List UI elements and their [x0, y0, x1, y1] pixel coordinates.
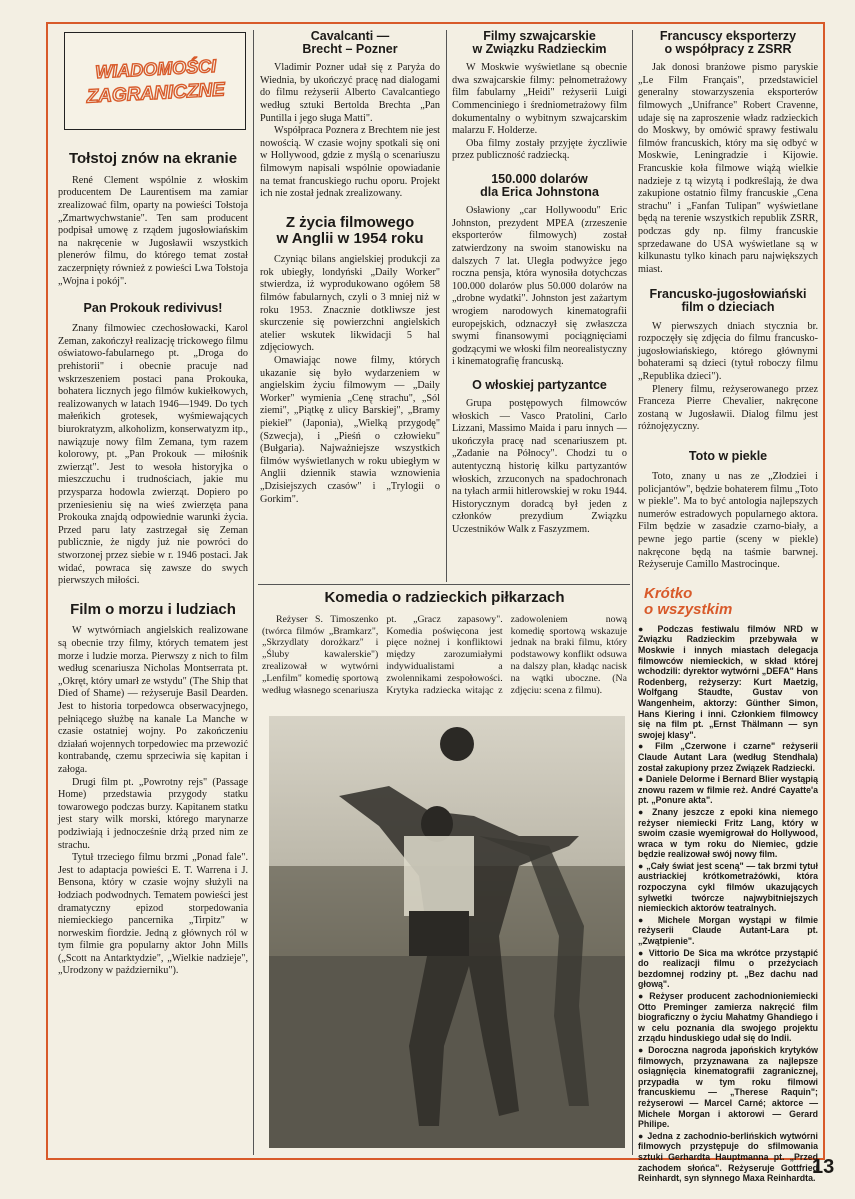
news-briefs-list: [638, 624, 818, 1184]
article-text: Czyniąc bilans angielskiej produkcji za rok ubiegły, londyński „Daily Worker" stwierdza, iż wyprodukowano ogółem 58 filmów fabularnych, czyli o 3 mniej niż w roku 1953. Znacznie dotkliwsze jest skurczenie się powierzchni angielskich atelier wskutek likwidacji 5 hal zdjęciowych.: [260, 254, 440, 354]
article-text: Grupa postępowych filmowców włoskich — Vasco Pratolini, Carlo Lizzani, Massimo Maida i paru innych — ukończyła pracę nad scenariuszem pt. „Zadanie na Północy". Chodzi tu o autentyczną historię kilku partyzantów włoskich, zrzuconych na spadochronach na tyłach armii hitlerowskiej w roku 1944. Historycznym doradcą był jeden z członków prezydium Związku Uczestników Walk z Faszyzmem.: [452, 398, 627, 536]
section-rule: [258, 584, 630, 585]
headline: Francuscy eksporterzy: [659, 29, 797, 43]
column-rule: [446, 30, 447, 582]
headline: w Anglii w 1954 roku: [276, 229, 424, 247]
news-brief-item: ● Vittorio De Sica ma wkrótce przystąpić do realizacji filmu o przeżyciach bezdomnej rodziny pt. „Bez dachu nad głową".: [638, 947, 818, 990]
headline: Filmy szwajcarskie: [483, 29, 596, 43]
headline: Tołstoj znów na ekranie: [68, 150, 238, 167]
news-brief-item: ● Jedna z zachodnio-berlińskich wytwórni filmowych przystępuje do sfilmowania sztuki Gerhardta Hauptmanna pt. „Przed zachodem słońca". Reżyseruje Gottfried Reinhardt, syn słynnego Maxa Reinhardta.: [638, 1130, 818, 1184]
article-text: W pierwszych dniach stycznia br. rozpoczęły się zdjęcia do filmu francusko-jugosłowiańskiego, którego głównymi bohaterami są dzieci (tytuł roboczy filmu „Republika dzieci").: [638, 320, 818, 382]
column-rule: [253, 30, 254, 1155]
news-brief-item: ● Film „Czerwone i czarne" reżyserii Claude Autant Lara (według Stendhala) został zakupiony przez Związek Radziecki.: [638, 741, 818, 773]
page-number: 13: [812, 1156, 835, 1178]
headline: O włoskiej partyzantce: [472, 377, 607, 392]
news-brief-item: ● Znany jeszcze z epoki kina niemego reżyser niemiecki Fritz Lang, który w swoim czasie wyemigrował do Hollywood, wraca w tym roku do Niemiec, gdzie będzie realizował swój nowy film.: [638, 806, 818, 860]
news-brief-item: ● „Cały świat jest sceną" — tak brzmi tytuł austriackiej krótkometrażówki, która rozpoczyna cykl filmów ukazujących sylwetki twórcze najwybitniejszych niemieckich aktorów teatralnych.: [638, 860, 818, 914]
headline: Film o morzu i ludziach: [70, 600, 236, 618]
ball-icon: [440, 727, 474, 761]
headline: w Związku Radzieckim: [472, 42, 607, 57]
article-text: Tytuł trzeciego filmu brzmi „Ponad fale". Jest to adaptacja powieści E. T. Warrena i J. Bensona, który w czasie wojny służyli na łodziach podwodnych. Tematem powieści jest dramatyczny epizod storpedowania niemieckiego pancernika „Tirpitz" w norweskim fiordzie. Jedną z głównych ról w tym filmie gra popularny aktor John Mills („Scott na Antarktydzie", „Wielkie nadzieje", „Urodzony w październiku").: [58, 852, 248, 977]
column-2: [260, 30, 440, 580]
film-still-photo: [269, 716, 625, 1148]
article-text: Osławiony „car Hollywoodu" Eric Johnston, prezydent MPEA (zrzeszenie eksporterów filmowych) został zatwierdzony na swoim stanowisku na dalszych 7 lat. Uległa podwyżce jego roczna pensja, która wynosiła dotychczas 100.000 dolarów plus 50.000 dolarów na „drobne wydatki". Johnston jest zażartym wrogiem narodowych kinematografii europejskich, odznaczył się zwłaszcza swymi finansowymi pociągnięciami godzącymi we włoski film neorealistyczny i kinematografię francuską.: [452, 205, 627, 368]
article-text: Znany filmowiec czechosłowacki, Karol Zeman, zakończył realizację trickowego filmu oświatowo-fabularnego pt. „Droga do prehistorii" i obecnie pracuje nad wskrzeszeniem postaci pana Prokouka, bohatera licznych jego filmów kukiełkowych, realizowanych w latach 1946—1949. Do tych małeńkich grotesek, wyśmiewających biurokratyzm, alkoholizm, konserwatyzm itp., nawiązuje nowy film Zemana, tym razem kolorowy, pt. „Pan Prokouk — miłośnik zwierząt". Jest to wesoła historyjka o mieszczuchu i trudnościach, jakie mu przysparza hodowla zwierząt. Dopiero po przeniesieniu się na wieś zwierzęta pana Prokouka znajdą odpowiednie warunki życia. Przed paru laty zastrzegał się Zeman publicznie, że nigdy już nie powróci do stworzonej przez siebie w r. 1946 postaci. Jak widać, powraca się zawsze do swych pierwszych miłości.: [58, 323, 248, 587]
section-logo: [64, 32, 246, 130]
article-text: Omawiając nowe filmy, których ukazanie się było wydarzeniem w angielskim życiu filmowym — „Daily Worker" wymienia „Cenę strachu", „Sól ziemi", „Piątkę z ulicy Barskiej", „Bramy piekieł" (Japonia), „Wielką przygodę" (Szwecja), i „Pieśń o człowieku" (Bułgaria). Najważniejsze wszystkich filmów wyświetlanych w roku ubiegłym w Anglii dziennik stawia wznowienia „Dzisiejszych czasów" i „Trylogii o Gorkim".: [260, 355, 440, 505]
logo-line2: ZAGRANICZNE: [86, 79, 226, 108]
column-1: [58, 145, 248, 1155]
article-text: W Moskwie wyświetlane są obecnie dwa szwajcarskie filmy: pełnometrażowy film fabularny „Heidi" reżyserii Luigi Commenciniego i średniometrażowy film dokumentalny o wybitnym szwajcarskim malarzu F. Holderze.: [452, 62, 627, 137]
headline: Toto w piekle: [688, 448, 768, 463]
headline: Z życia filmowego: [285, 213, 415, 231]
headline: Brecht – Pozner: [302, 42, 398, 57]
headline: Cavalcanti —: [310, 29, 390, 43]
section-title: o wszystkim: [644, 600, 733, 618]
column-3: [452, 30, 627, 580]
column-4: [638, 29, 818, 1184]
article-text: Drugi film pt. „Powrotny rejs" (Passage Home) przedstawia przygody statku towarowego podczas burzy. Kapitanem statku jest stary wilk morski, którego marynarze podziwiają i jednocześnie drżą przed nim ze strachu.: [58, 776, 248, 851]
headline: dla Erica Johnstona: [480, 185, 599, 200]
feature-article: [262, 590, 627, 714]
headline: film o dzieciach: [681, 300, 775, 315]
headline: Francusko-jugosłowiański: [649, 287, 807, 302]
news-brief-item: ● Podczas festiwalu filmów NRD w Związku Radzieckim przebywała w Moskwie i innych miastach delegacja filmowców niemieckich, w skład której wchodzili: dyrektor wytwórni „DEFA" Hans Rodenberg, reżyserzy: Kurt Maetzig, Wolfgang Staudte, Gustav von Wangenheim, aktorzy: Günther Simon, Hans Kiering i inni. Członkiem filmowcy się na film pt. „Ernst Thälmann — syn swojej klasy".: [638, 623, 818, 740]
krotko-heading: [644, 586, 818, 618]
article-text: Toto, znany u nas ze „Złodziei i policjantów", będzie bohaterem filmu „Toto w piekle". Ma to być antologia najlepszych numerów estradowych popularnego aktora. Film będzie w zasadzie czarno-biały, a pewne jego partie (sceny w piekle) nakręcone będą na taśmie barwnej. Reżyseruje Camillo Mastrocinque.: [638, 471, 818, 571]
article-text: Współpraca Poznera z Brechtem nie jest nowością. W czasie wojny spotkali się oni w Hollywood, gdzie z myślą o scenariuszu filmowym napisali wspólnie opowiadanie na temat francuskiego ruchu oporu. Projekt ich nie został jednak zrealizowany.: [260, 125, 440, 200]
headline: 150.000 dolarów: [491, 172, 588, 186]
headline: o współpracy z ZSRR: [664, 42, 792, 57]
article-text: Reżyser S. Timoszenko (twórca filmów „Bramkarz", „Skrzydlaty dorożkarz" i „Śluby kawalerskie") zrealizował w wytwórni „Lenfilm" komedię sportową według własnego scenariusza pt. „Gracz zapasowy". Komedia poświęcona jest pięce nożnej i konfliktowi między zarozumiałymi indywidualistami a zwolennikami zespołowości. Krytyka radziecka witając z zadowoleniem nową komedię sportową wskazuje jednak na braki filmu, który podstawowy konflikt odsuwa na dalszy plan, kładąc nacisk na wątki uboczne. (Na zdjęciu: scena z filmu).: [262, 613, 627, 696]
article-text: Plenery filmu, reżyserowanego przez Franceza Pierre Chevalier, nakręcone zostaną w Jugosławii. Dialog filmu jest różnojęzyczny.: [638, 383, 818, 433]
column-rule: [632, 30, 633, 1155]
article-text: Vladimir Pozner udał się z Paryża do Wiednia, by ukończyć pracę nad dialogami do filmu reżyserii Alberto Cavalcantiego według sztuki Bertolda Brechta „Pan Puntilla i jego sługa Matti".: [260, 62, 440, 124]
news-brief-item: ● Daniele Delorme i Bernard Blier wystąpią znowu razem w filmie reż. André Cayatte'a pt. „Ponure akta".: [638, 774, 818, 806]
news-brief-item: ● Michele Morgan wystąpi w filmie reżyserii Claude Autant-Lara pt. „Zwątpienie".: [638, 914, 818, 947]
headline: Pan Prokouk redivivus!: [83, 301, 223, 316]
section-title: Krótko: [644, 584, 693, 602]
headline: Komedia o radzieckich piłkarzach: [324, 589, 565, 606]
news-brief-item: ● Doroczna nagroda japońskich krytyków filmowych, przyznawana za najlepsze osiągnięcia kinematografii zagranicznej, przypadła w tym roku filmowi francuskiemu — „Therese Raquin"; reżyserowi — Marcel Carné; aktorce — Michele Morgan i aktorowi — Gerard Philipe.: [638, 1044, 818, 1130]
feature-columns: [262, 614, 627, 710]
logo-line1: WIADOMOŚCI: [94, 55, 217, 83]
article-text: Oba filmy zostały przyjęte życzliwie przez publiczność radziecką.: [452, 137, 627, 162]
article-text: Jak donosi branżowe pismo paryskie „Le Film Français", przedstawiciel generalny stowarzyszenia eksporterów filmowych „Unifrance" Robert Cravenne, udaje się na zaproszenie władz radzieckich do Moskwy, by omówić sprawy festiwalu filmów francuskich, który ma się odbyć w Moskwie, Leningradzie i Kijowie. Francuskie koła filmowe wiążą wielkie nadzieje z tą wizytą i podkreślają, że dwa zakupione ostatnio filmy francuskie „Cena strachu" i „Fanfan Tulipan" wyświetlane będą na terenie wszystkich republik ZSRR, podczas gdy np. filmy francuskie sprzedawane do USA wyświetlane są w kilkunastu tylko kinach paru największych miast.: [638, 62, 818, 275]
news-brief-item: ● Reżyser producent zachodnioniemiecki Otto Preminger zamierza nakręcić film biograficzny o życiu Mahatmy Ghandiego i w celu poznania dla swojego projektu zrządu hinduskiego udał się do Indii.: [638, 991, 818, 1044]
article-text: René Clement wspólnie z włoskim producentem De Laurentisem ma zamiar zrealizować film, oparty na powieści Tołstoja „Zmartwychwstanie". Ten sam producent podpisał umowę z rządem jugosłowiańskim na nakręcenie w Jugosławii wszystkich plenerów filmu, do którego temat został zaczerpnięty również z powieści Lwa Tołstoja „Wojna i pokój".: [58, 174, 248, 287]
logo-graphic: [65, 33, 247, 131]
photo-graphic: [269, 716, 625, 1148]
article-text: W wytwórniach angielskich realizowane są obecnie trzy filmy, których tematem jest morze i ludzie morza. Pierwszy z nich to film według scenariusza Nicholas Montserrata pt. „Okręt, który umarł ze wstydu" (The Ship that Died of Shame) — reżyseruje Basil Dearden. Jest to historia torpedowca obserwacyjnego, pełniącego służbę na kanale La Manche w czasie ostatniej wojny. Po zakończeniu działań wojennych torpedowiec ma przewozić kontrabandę, czemu sprzeciwia się kapitan i załoga.: [58, 625, 248, 775]
